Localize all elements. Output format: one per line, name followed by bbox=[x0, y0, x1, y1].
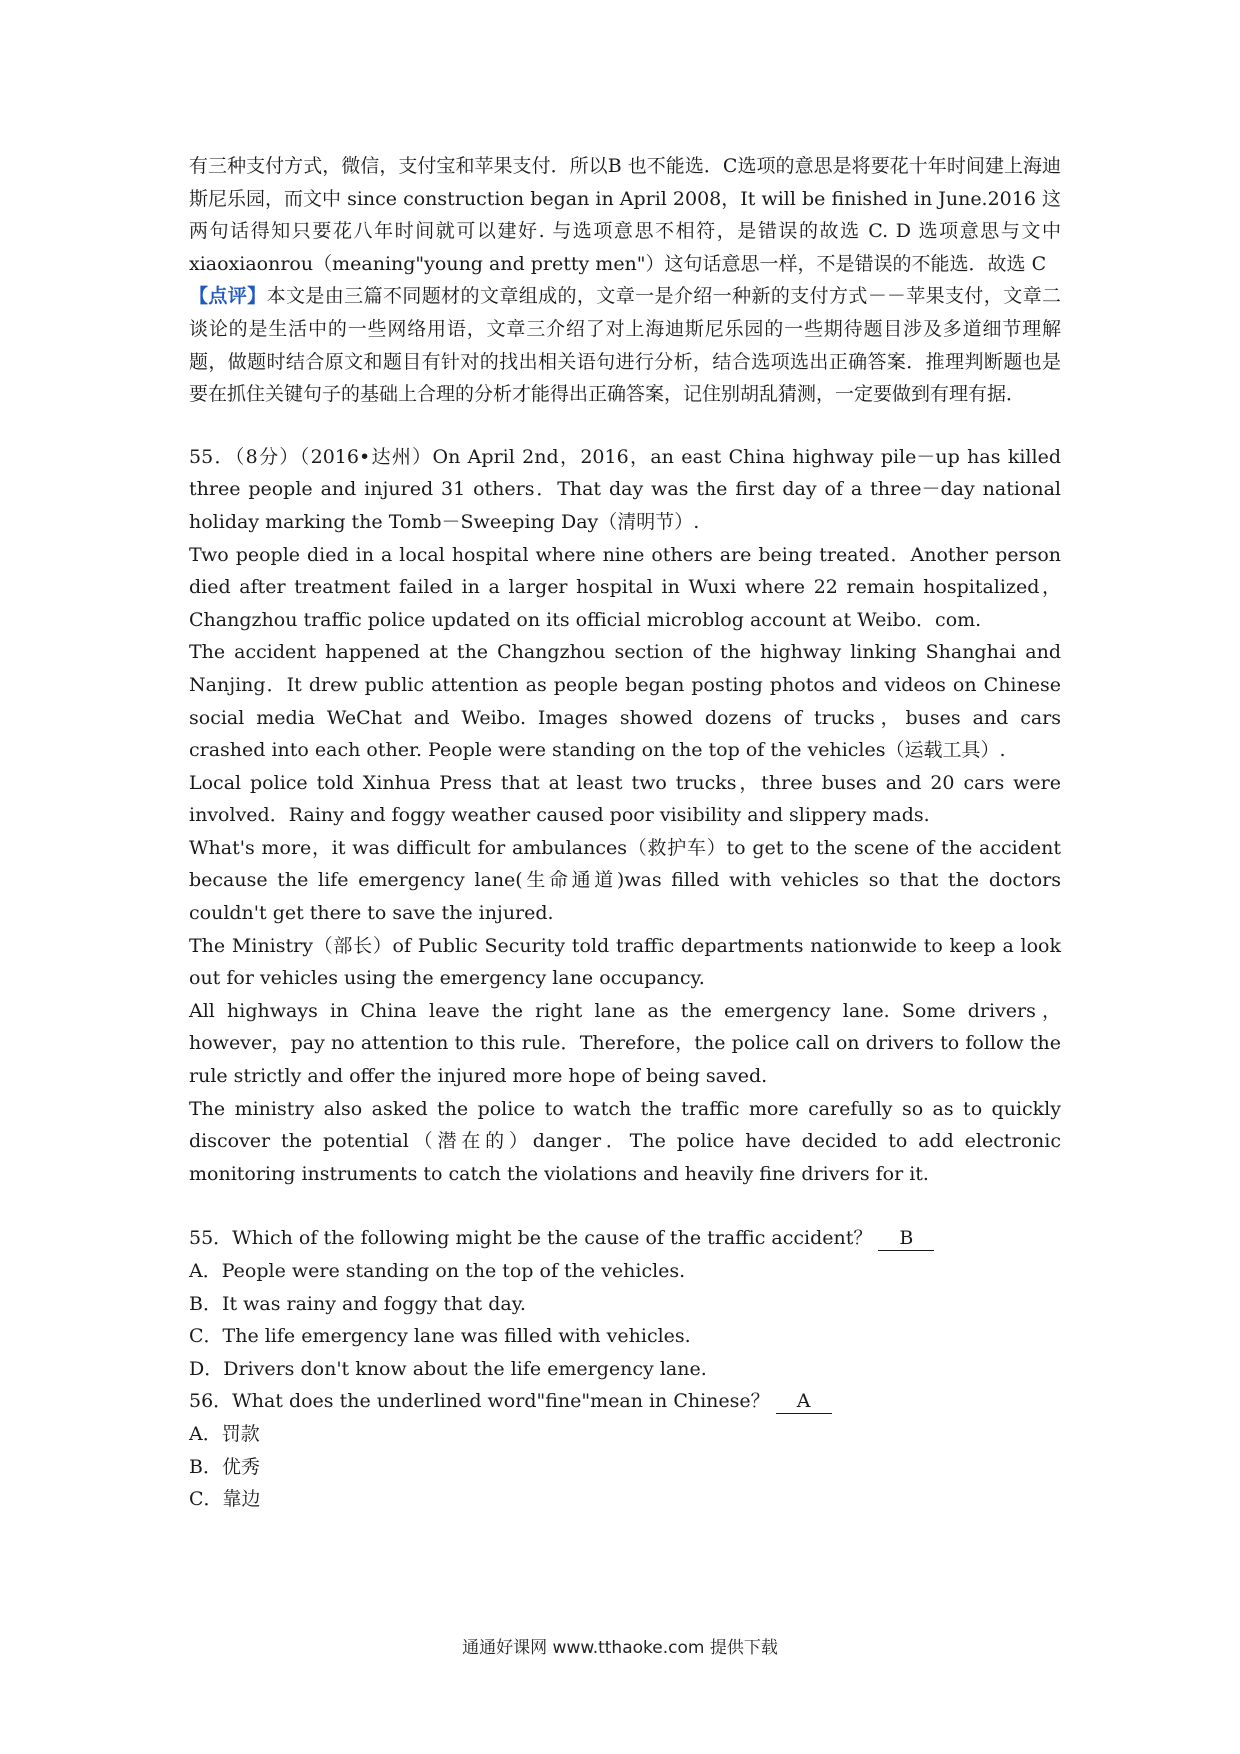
question-stem bbox=[189, 1222, 1061, 1255]
passage-paragraph: Two people died in a local hospital where nine others are being treated．Another person died after treatment failed in a larger hospital in Wuxi where 22 remain hospitalized，Changzhou traffic police updated on its official microblog account at Weibo．com. bbox=[189, 543, 1061, 631]
passage-paragraph: Local police told Xinhua Press that at least two trucks，three buses and 20 cars were involved．Rainy and foggy weather caused poor visibility and slippery mads. bbox=[189, 771, 1061, 827]
document-body bbox=[189, 150, 1061, 1516]
question-stem-text: 55．Which of the following might be the cause of the traffic accident？ bbox=[189, 1227, 873, 1250]
answer-blank: A bbox=[776, 1389, 832, 1414]
passage-paragraph: The accident happened at the Changzhou section of the highway linking Shanghai and Nanjing．It drew public attention as people began posting photos and videos on Chinese social media WeChat and Weibo. Images showed dozens of trucks，buses and cars crashed into each other. People were standing on the top of the vehicles（运载工具）. bbox=[189, 641, 1061, 762]
question-option: C．靠边 bbox=[189, 1488, 261, 1511]
passage-paragraph: All highways in China leave the right lane as the emergency lane. Some drivers，however，pay no attention to this rule．Therefore，the police call on drivers to follow the rule strictly and offer the injured more hope of being saved. bbox=[189, 999, 1061, 1088]
question-option: C．The life emergency lane was filled with vehicles. bbox=[189, 1325, 691, 1348]
passage-paragraph: The Ministry（部长）of Public Security told traffic departments nationwide to keep a look out for vehicles using the emergency lane occupancy. bbox=[189, 934, 1061, 990]
comment-text: 本文是由三篇不同题材的文章组成的，文章一是介绍一种新的支付方式－－苹果支付，文章二谈论的是生活中的一些网络用语，文章三介绍了对上海迪斯尼乐园的一些期待题目涉及多道细节理解题，做题时结合原文和题目有针对的找出相关语句进行分析，结合选项选出正确答案．推理判断题也是要在抓住关键句子的基础上合理的分析才能得出正确答案，记住别胡乱猜测，一定要做到有理有据． bbox=[189, 285, 1061, 406]
explanation-paragraph: 有三种支付方式，微信，支付宝和苹果支付．所以B 也不能选．C选项的意思是将要花十年时间建上海迪斯尼乐园，而文中 since construction began in April 2008，It will be finished in June.2016 这两句话得知只要花八年时间就可以建好. 与选项意思不相符，是错误的故选 C. D 选项意思与文中 xiaoxiaonrou（meaning"young and pretty men"）这句话意思一样，不是错误的不能选．故选 C bbox=[189, 155, 1061, 275]
passage-paragraph: 55．（8分）（2016•达州）On April 2nd，2016，an east China highway pile－up has killed three people and injured 31 others．That day was the first day of a three－day national holiday marking the Tomb－Sweeping Day（清明节）. bbox=[189, 445, 1061, 533]
answer-blank: B bbox=[878, 1226, 934, 1251]
question-option: B．优秀 bbox=[189, 1455, 260, 1478]
page-footer: 通通好课网 www.tthaoke.com 提供下载 bbox=[462, 1638, 778, 1658]
question-stem-text: 56．What does the underlined word"fine"mean in Chinese？ bbox=[189, 1390, 770, 1413]
question-option: A．People were standing on the top of the vehicles. bbox=[189, 1260, 686, 1282]
comment-label: 【点评】 bbox=[189, 285, 267, 308]
question-option: D．Drivers don't know about the life emergency lane. bbox=[189, 1357, 707, 1380]
question-stem bbox=[189, 1385, 1061, 1418]
question-option: B．It was rainy and foggy that day. bbox=[189, 1292, 526, 1315]
passage-paragraph: The ministry also asked the police to watch the traffic more carefully so as to quickly discover the potential（潜在的）danger．The police have decided to add electronic monitoring instruments to catch the violations and heavily fine drivers for it. bbox=[189, 1097, 1061, 1185]
comment-paragraph bbox=[189, 280, 1061, 410]
passage-paragraph: What's more，it was difficult for ambulances（救护车）to get to the scene of the accident because the life emergency lane(生命通道)was filled with vehicles so that the doctors couldn't get there to save the injured. bbox=[189, 836, 1061, 925]
question-option: A．罚款 bbox=[189, 1422, 260, 1445]
